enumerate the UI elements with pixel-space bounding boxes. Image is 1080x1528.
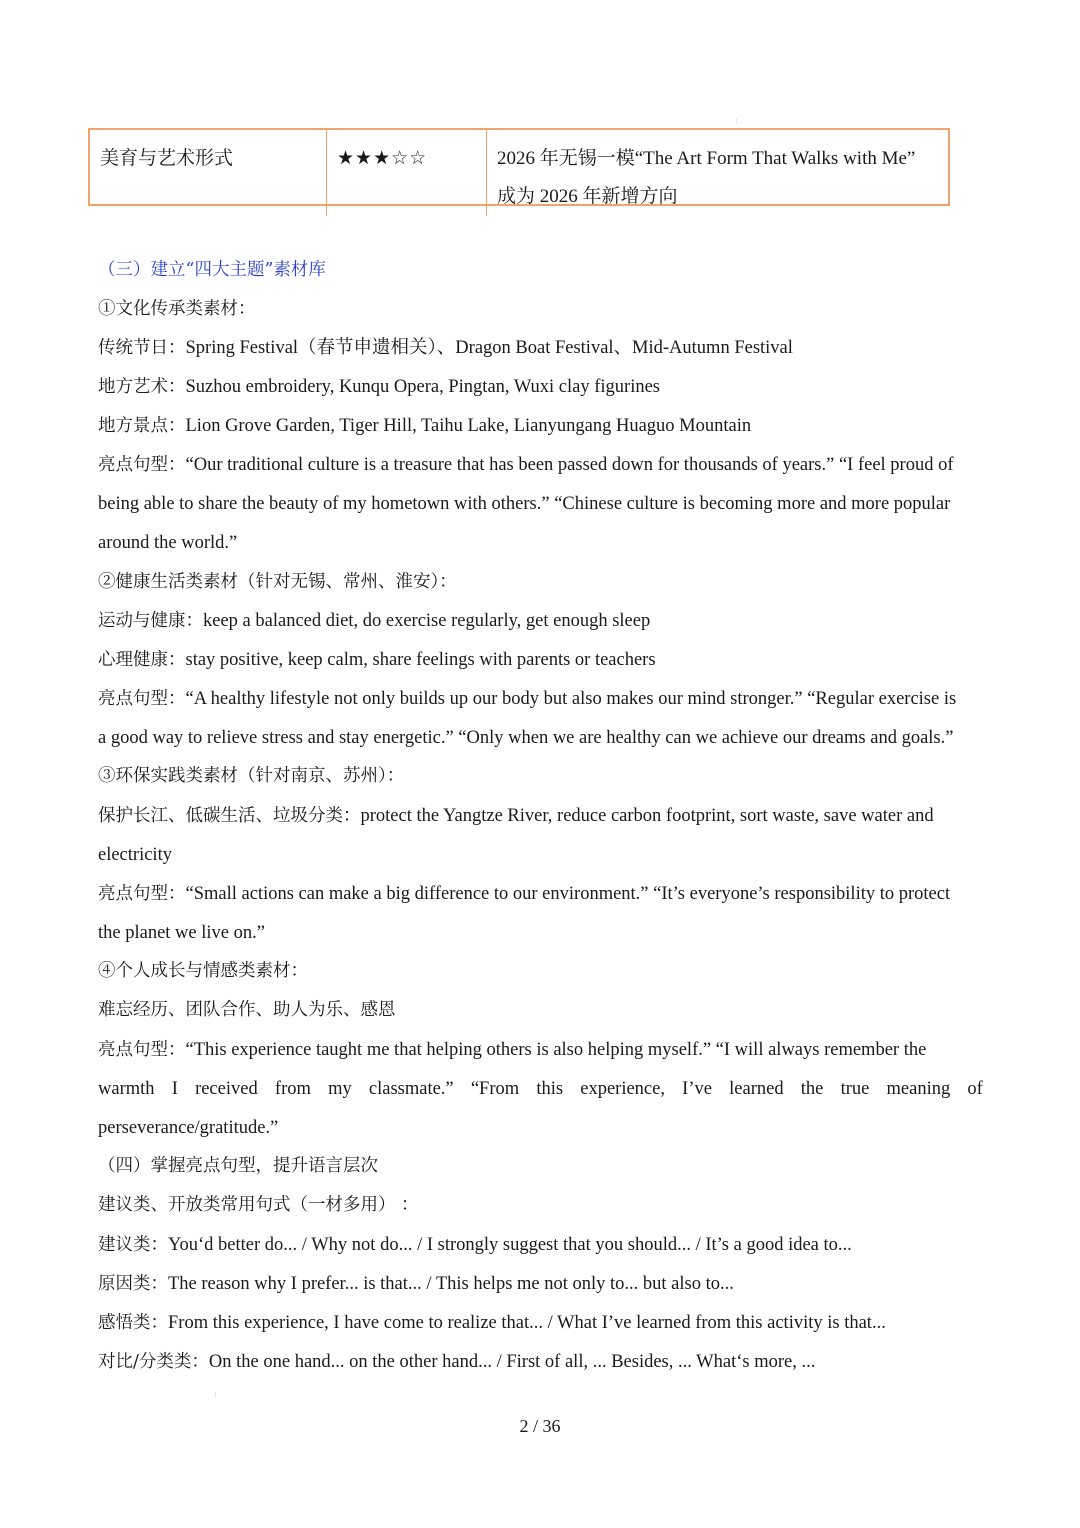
environment-highlight: 亮点句型：“Small actions can make a big difference to our environment.” “It’s everyone’s responsibility to protect [98,884,951,904]
justified-word: from [274,1079,311,1099]
environment-topics: 保护长江、低碳生活、垃圾分类：protect the Yangtze River, reduce carbon footprint, sort waste, save water and [98,806,934,826]
reason-patterns: 原因类：The reason why I prefer... is that... / This helps me not only to... but also to... [98,1274,734,1294]
culture-highlight-cont: being able to share the beauty of my hometown with others.” “Chinese culture is becoming more and more popular [98,494,951,514]
health-title: ②健康生活类素材（针对无锡、常州、淮安）： [98,572,457,592]
justified-word: of [967,1079,983,1099]
justified-word: this [536,1079,564,1099]
table-cell-rating: ★★★☆☆ [326,130,486,216]
culture-arts: 地方艺术：Suzhou embroidery, Kunqu Opera, Pingtan, Wuxi clay figurines [98,377,661,397]
justified-word: classmate.” [368,1079,454,1099]
justified-word: the [800,1079,824,1099]
growth-title: ④个人成长与情感类素材： [98,961,308,981]
justified-word: received [195,1079,258,1099]
justified-word: I [171,1079,178,1099]
justified-word: experience, [580,1079,665,1099]
health-highlight: 亮点句型：“A healthy lifestyle not only builds up our body but also makes our mind stronger.” “Regular exercise is [98,689,957,709]
section-4-intro: 建议类、开放类常用句式（一材多用） ： [98,1195,419,1215]
table-note-line-1: 2026 年无锡一模“The Art Form That Walks with Me” [497,148,916,169]
advice-patterns: 建议类：You‘d better do... / Why not do... / I strongly suggest that you should... / It’s a good idea to... [98,1235,852,1255]
culture-highlight: 亮点句型：“Our traditional culture is a treasure that has been passed down for thousands of years.” “I feel proud of [98,455,954,475]
section-4-heading: （四）掌握亮点句型，提升语言层次 [98,1156,378,1176]
justified-word: my [328,1079,352,1099]
environment-topics-cont: electricity [98,845,172,865]
growth-highlight: 亮点句型：“This experience taught me that helping others is also helping myself.” “I will always remember the [98,1040,927,1060]
contrast-patterns: 对比/分类类：On the one hand... on the other hand... / First of all, ... Besides, ... What‘s more, ... [98,1352,816,1372]
justified-word: I’ve [682,1079,712,1099]
growth-highlight-end: perseverance/gratitude.” [98,1118,279,1138]
justified-word: true [840,1079,870,1099]
growth-highlight-cont [98,1076,983,1102]
health-highlight-cont: a good way to relieve stress and stay energetic.” “Only when we are healthy can we achieve our dreams and goals.” [98,728,954,748]
table-note-line-2: 成为 2026 年新增方向 [497,186,678,207]
culture-highlight-end: around the world.” [98,533,238,553]
table-cell-note [486,130,948,216]
culture-spots: 地方景点：Lion Grove Garden, Tiger Hill, Taihu Lake, Lianyungang Huaguo Mountain [98,416,752,436]
health-sport: 运动与健康：keep a balanced diet, do exercise regularly, get enough sleep [98,611,651,631]
justified-word: “From [470,1079,520,1099]
growth-topics: 难忘经历、团队合作、助人为乐、感恩 [98,1000,396,1020]
reflection-patterns: 感悟类：From this experience, I have come to realize that... / What I’ve learned from this activity is that... [98,1313,886,1333]
health-mental: 心理健康：stay positive, keep calm, share feelings with parents or teachers [98,650,656,670]
page-mark [736,118,737,124]
environment-title: ③环保实践类素材（针对南京、苏州）： [98,766,405,786]
justified-word: learned [729,1079,784,1099]
section-3-heading: （三）建立“四大主题”素材库 [98,260,326,280]
environment-highlight-cont: the planet we live on.” [98,923,265,943]
culture-title: ①文化传承类素材： [98,299,256,319]
topic-table [88,128,950,206]
justified-word: meaning [886,1079,951,1099]
page-mark [215,1392,216,1398]
justified-word: warmth [98,1079,155,1099]
culture-festivals: 传统节日：Spring Festival（春节申遗相关）、Dragon Boat Festival、Mid-Autumn Festival [98,338,793,358]
page-number: 2 / 36 [519,1416,561,1436]
table-cell-topic: 美育与艺术形式 [100,148,234,169]
